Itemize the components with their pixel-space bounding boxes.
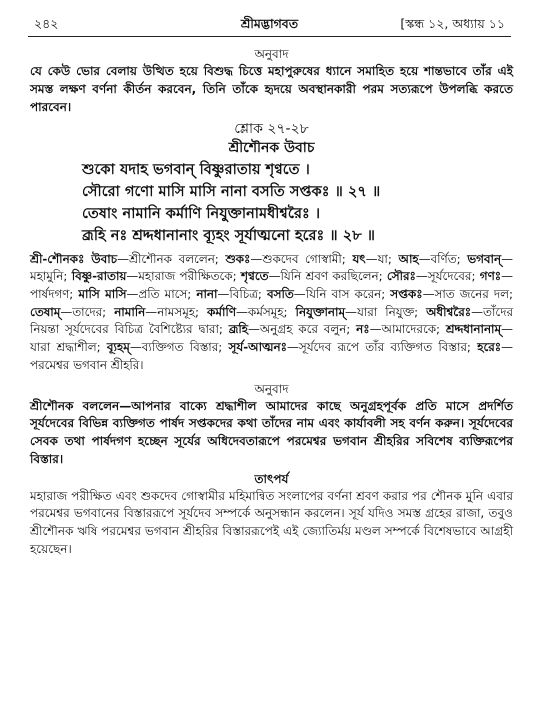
synonym-word: কর্মাণি: [207, 304, 237, 319]
synonym-word: বিষ্ণু-রাতায়: [71, 269, 127, 284]
header-rule: [28, 36, 511, 37]
chapter-reference: [স্কন্ধ ১২, অধ্যায় ১১: [400, 16, 505, 31]
synonym-dash: —: [293, 286, 306, 301]
synonym-word: শৃণ্বতে: [240, 269, 269, 284]
page-content: [30, 44, 513, 559]
synonym-dash: —: [501, 251, 513, 266]
synonyms-paragraph: [30, 251, 513, 375]
synonym-dash: —: [268, 269, 281, 284]
synonym-word: সৌরঃ: [386, 269, 416, 284]
synonym-dash: —: [471, 304, 484, 319]
synonym-dash: —: [501, 340, 513, 355]
purport-heading: তাৎপর্য: [254, 471, 289, 486]
synonym-meaning: সাত জনের দল;: [434, 286, 514, 301]
synonym-meaning: তাদের;: [72, 304, 115, 319]
synonym-word: বসতি: [267, 286, 294, 301]
synonym-word: শ্রদ্দধানানাম্: [445, 322, 502, 337]
synonym-meaning: সূর্যদেবের;: [427, 269, 480, 284]
synonym-word: ভগবান্: [467, 251, 502, 266]
synonym-word: নঃ: [356, 322, 370, 337]
synonym-dash: —: [236, 304, 248, 319]
synonym-dash: —: [60, 304, 73, 319]
synonym-word: হরেঃ: [477, 340, 502, 355]
synonym-word: নিযুক্তানাম্: [295, 304, 346, 319]
synonym-meaning: প্রতি মাসে;: [138, 286, 197, 301]
synonym-dash: —: [418, 251, 431, 266]
verse-line: সৌরো গণো মাসি মাসি নানা বসতি সপ্তকঃ ॥ ২৭ ॥: [82, 183, 381, 201]
book-title: শ্রীমদ্ভাগবত: [240, 16, 299, 31]
translation-heading: অনুবাদ: [254, 381, 289, 396]
synonym-meaning: যিনি শ্রবণ করছিলেন;: [280, 269, 387, 284]
synonym-dash: —: [117, 251, 129, 266]
synonym-meaning: বর্ণিত;: [430, 251, 468, 266]
synonym-dash: —: [415, 269, 428, 284]
synonym-dash: —: [369, 322, 382, 337]
verse-line: শুকো যদাহ ভগবান্ বিষ্ণুরাতায় শৃণ্বতে ।: [82, 161, 310, 179]
synonym-word: সূর্য-আত্মনঃ: [228, 340, 287, 355]
synonym-meaning: অনুগ্রহ করে বলুন;: [259, 322, 357, 337]
synonym-dash: —: [126, 269, 139, 284]
page-number: ২৪২: [34, 16, 59, 31]
synonym-word: অধীশ্বরৈঃ: [426, 304, 472, 319]
verse-line: ব্রূহি নঃ শ্রদ্দধানানাং ব্যূহং সূর্যাত্মনো হরেঃ ॥ ২৮ ॥: [82, 226, 376, 244]
synonym-word: নামানি: [114, 304, 146, 319]
synonym-meaning: সূর্যদেব রূপে তাঁর ব্যক্তিগত বিস্তার;: [298, 340, 478, 355]
synonym-dash: —: [501, 269, 514, 284]
synonym-meaning: শ্রীশৌনক বললেন;: [128, 251, 226, 266]
synonym-meaning: মহামুনি;: [30, 269, 72, 284]
synonym-dash: —: [248, 322, 260, 337]
synonym-word: তেষাম্: [30, 304, 61, 319]
synonym-meaning: শুকদেব গোস্বামী;: [262, 251, 353, 266]
synonym-meaning: যিনি বাস করেন;: [305, 286, 391, 301]
verse-line: তেষাং নামানি কর্মাণি নিযুক্তানামধীশ্বরৈঃ ।: [82, 204, 321, 222]
synonym-word: যৎ: [352, 251, 366, 266]
synonym-word: ব্যূহম্: [106, 340, 130, 355]
synonym-meaning: বিচিত্র;: [229, 286, 267, 301]
synonym-word: গণঃ: [479, 269, 502, 284]
synonym-dash: —: [126, 286, 139, 301]
sloka-speaker: শ্রীশৌনক উবাচ: [228, 140, 315, 157]
synonym-word: শুকঃ: [225, 251, 251, 266]
synonym-dash: —: [217, 286, 230, 301]
synonym-meaning: পরমেশ্বর ভগবান শ্রীহরি।: [30, 357, 144, 372]
synonym-dash: —: [129, 340, 142, 355]
synonym-dash: —: [365, 251, 378, 266]
synonym-meaning: তাঁদের নিয়ন্তা সূর্যদেবের বিচিত্র বৈশিষ্ট্যের দ্বারা;: [30, 304, 513, 337]
synonym-meaning: যা;: [377, 251, 399, 266]
sloka-title: শ্লোক ২৭-২৮: [234, 121, 309, 138]
synonym-meaning: পার্ষদগণ;: [30, 286, 79, 301]
synonym-meaning: আমাদেরকে;: [381, 322, 446, 337]
synonym-meaning: নামসমূহ;: [157, 304, 208, 319]
synonym-meaning: কর্মসমূহ;: [247, 304, 296, 319]
synonym-dash: —: [422, 286, 435, 301]
synonym-word: নানা: [196, 286, 218, 301]
page-header: [34, 16, 505, 38]
synonym-word: মাসি মাসি: [78, 286, 127, 301]
synonym-dash: —: [286, 340, 299, 355]
translation-text: শ্রীশৌনক বললেন—আপনার বাক্যে শ্রদ্ধাশীল আমাদের কাছে অনুগ্রহপূর্বক প্রতি মাসে প্রদর্শিত সূর্যদেবের বিভিন্ন ব্যক্তিগত পার্ষদ সপ্তকদের কথা তাঁদের নাম এবং কার্যাবলী সহ বর্ণন করুন। সূর্যদেবের সেবক তথা পার্ষদগণ হচ্ছেন সূর্যের অধিদেবতারূপে পরমেশ্বর ভগবান শ্রীহরির সবিশেষ ব্যক্তিরূপের বিস্তার।: [30, 398, 513, 466]
synonym-dash: —: [501, 322, 513, 337]
synonym-dash: —: [345, 304, 357, 319]
prev-translation-text: যে কেউ ভোর বেলায় উত্থিত হয়ে বিশুদ্ধ চিত্তে মহাপুরুষের ধ্যানে সমাহিত হয়ে শান্তভাবে তাঁর এই সমস্ত লক্ষণ বর্ণনা কীর্তন করবেন, তিনি তাঁকে হৃদয়ে অবস্থানকারী পরম সত্যরূপে উপলব্ধি করতে পারবেন।: [30, 64, 513, 114]
synonym-dash: —: [145, 304, 158, 319]
synonym-word: আহ: [398, 251, 419, 266]
synonym-meaning: যারা শ্রদ্ধাশীল;: [30, 340, 107, 355]
synonym-meaning: মহারাজ পরীক্ষিতকে;: [138, 269, 241, 284]
synonym-meaning: যারা নিযুক্ত;: [356, 304, 427, 319]
synonym-word: সপ্তকঃ: [390, 286, 423, 301]
synonym-meaning: ব্যক্তিগত বিস্তার;: [141, 340, 229, 355]
synonym-word: ব্রূহি: [228, 322, 249, 337]
synonym-word: শ্রী-শৌনকঃ উবাচ: [30, 251, 118, 266]
purport-text: মহারাজ পরীক্ষিত এবং শুকদেব গোস্বামীর মহিমান্বিত সংলাপের বর্ণনা শ্রবণ করার পর শৌনক মুনি এবার পরমেশ্বর ভগবানের বিস্তাররূপে সূর্যদেব সম্পর্কে অনুসন্ধান করলেন। সূর্য যদিও সমস্ত গ্রহের রাজা, তবুও শ্রীশৌনক ঋষি পরমেশ্বর ভগবান শ্রীহরির বিস্তাররূপেই এই জ্যোতির্ময় মণ্ডল সম্পর্কে বিশেষভাবে আগ্রহী হয়েছেন।: [30, 488, 513, 557]
prev-translation-heading: অনুবাদ: [254, 47, 289, 61]
synonym-dash: —: [250, 251, 263, 266]
